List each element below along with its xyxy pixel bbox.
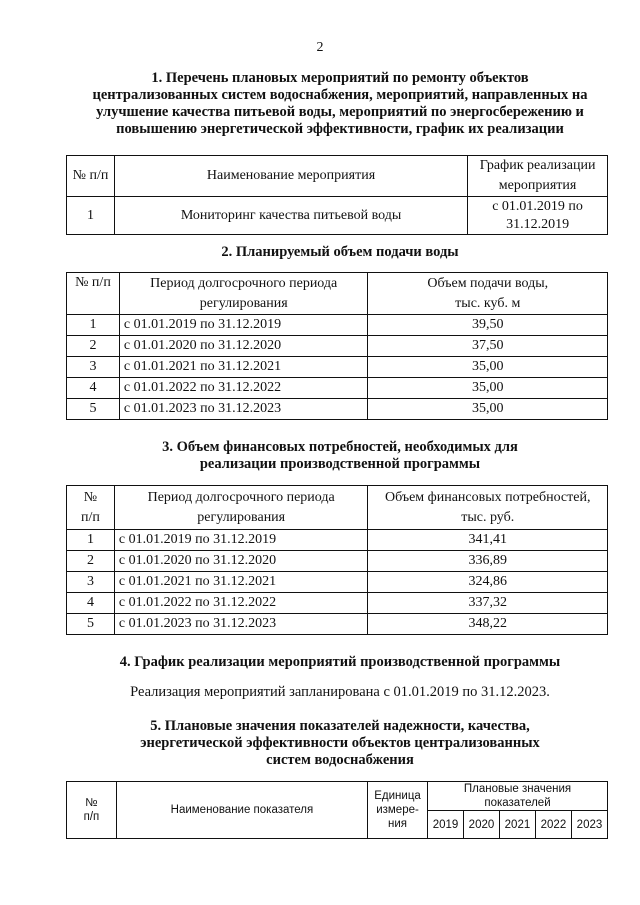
table-row xyxy=(67,530,608,551)
table-row xyxy=(67,378,608,399)
cell-period: с 01.01.2021 по 31.12.2021 xyxy=(114,572,368,593)
header-finance-line1: Объем финансовых потребностей, xyxy=(384,489,591,505)
table-row xyxy=(67,614,608,635)
cell-value: 348,22 xyxy=(368,614,608,635)
cell-period: с 01.01.2022 по 31.12.2022 xyxy=(119,378,368,399)
cell-value: 324,86 xyxy=(368,572,608,593)
section5-title-line: энергетической эффективности объектов централизованных xyxy=(140,735,540,751)
cell-value: 39,50 xyxy=(368,315,608,336)
header-period-line1: Период долгосрочного периода xyxy=(150,275,338,291)
header-volume xyxy=(368,273,608,315)
cell-period: с 01.01.2021 по 31.12.2021 xyxy=(119,357,368,378)
section3-title-line: реализации производственной программы xyxy=(199,456,481,472)
table-row xyxy=(67,593,608,614)
cell-value: 337,32 xyxy=(368,593,608,614)
cell-period: с 01.01.2023 по 31.12.2023 xyxy=(114,614,368,635)
section1-title-line: 1. Перечень плановых мероприятий по ремонту объектов xyxy=(151,70,529,86)
table-row xyxy=(67,572,608,593)
header-num-line1: № xyxy=(83,489,98,505)
cell-value: 341,41 xyxy=(368,530,608,551)
table-row xyxy=(67,315,608,336)
header-num-line2: п/п xyxy=(83,811,100,823)
cell-value: 35,00 xyxy=(368,357,608,378)
section4-text: Реализация мероприятий запланирована с 01.01.2019 по 31.12.2023. xyxy=(130,684,550,700)
header-year: 2020 xyxy=(463,811,499,839)
cell-num: 4 xyxy=(67,378,120,399)
header-finance-line2: тыс. руб. xyxy=(461,509,515,525)
water-volume-table xyxy=(66,272,608,420)
table-header-row xyxy=(67,782,608,811)
cell-num: 3 xyxy=(67,357,120,378)
cell-value: 336,89 xyxy=(368,551,608,572)
finance-table xyxy=(66,485,608,635)
indicators-table xyxy=(66,781,608,839)
section1-title xyxy=(70,70,610,138)
page-number: 2 xyxy=(316,40,324,55)
header-finance xyxy=(368,486,608,530)
cell-period: с 01.01.2019 по 31.12.2019 xyxy=(119,315,368,336)
table-header-row xyxy=(67,486,608,530)
table-row xyxy=(67,357,608,378)
cell-period xyxy=(468,197,608,235)
table-header-row xyxy=(67,156,608,197)
header-unit-line1: Единица xyxy=(374,790,421,802)
header-period-line1: Период долгосрочного периода xyxy=(147,489,335,505)
header-year: 2021 xyxy=(499,811,535,839)
cell-name: Мониторинг качества питьевой воды xyxy=(114,197,467,235)
cell-num: 1 xyxy=(67,197,115,235)
section4-title: 4. График реализации мероприятий производственной программы xyxy=(119,654,561,670)
section5-title xyxy=(70,718,610,769)
header-name: Наименование мероприятия xyxy=(114,156,467,197)
header-num: № п/п xyxy=(67,156,115,197)
table-row xyxy=(67,399,608,420)
cell-num: 5 xyxy=(67,614,115,635)
section2-title: 2. Планируемый объем подачи воды xyxy=(221,244,459,260)
cell-value: 37,50 xyxy=(368,336,608,357)
cell-period: с 01.01.2022 по 31.12.2022 xyxy=(114,593,368,614)
header-volume-line2: тыс. куб. м xyxy=(455,295,521,311)
cell-num: 3 xyxy=(67,572,115,593)
cell-period: с 01.01.2020 по 31.12.2020 xyxy=(119,336,368,357)
header-num-line2: п/п xyxy=(81,509,100,525)
section1-title-line: централизованных систем водоснабжения, мероприятий, направленных на xyxy=(92,87,588,103)
section1-title-line: улучшение качества питьевой воды, мероприятий по энергосбережению и xyxy=(96,104,584,120)
section1-title-line: повышению энергетической эффективности, график их реализации xyxy=(116,121,564,137)
header-name: Наименование показателя xyxy=(116,782,367,839)
header-num xyxy=(67,486,115,530)
header-period-line2: регулирования xyxy=(197,509,286,525)
header-num xyxy=(67,782,117,839)
table-header-row xyxy=(67,273,608,315)
header-period xyxy=(114,486,368,530)
cell-num: 1 xyxy=(67,315,120,336)
cell-period-line1: с 01.01.2019 по xyxy=(492,198,583,214)
header-period xyxy=(119,273,368,315)
cell-period: с 01.01.2020 по 31.12.2020 xyxy=(114,551,368,572)
section3-title-line: 3. Объем финансовых потребностей, необходимых для xyxy=(162,439,518,455)
header-schedule-line1: График реализации xyxy=(479,158,596,173)
header-num: № п/п xyxy=(67,273,120,315)
cell-num: 5 xyxy=(67,399,120,420)
cell-period: с 01.01.2023 по 31.12.2023 xyxy=(119,399,368,420)
table-row xyxy=(67,197,608,235)
header-year: 2022 xyxy=(535,811,571,839)
cell-num: 2 xyxy=(67,551,115,572)
section3-title xyxy=(70,439,610,473)
header-period-line2: регулирования xyxy=(199,295,288,311)
cell-num: 1 xyxy=(67,530,115,551)
cell-num: 4 xyxy=(67,593,115,614)
cell-value: 35,00 xyxy=(368,399,608,420)
header-num-line1: № xyxy=(85,797,98,809)
section5-title-line: систем водоснабжения xyxy=(266,752,414,768)
cell-num: 2 xyxy=(67,336,120,357)
header-unit-line2: измере- xyxy=(376,804,419,816)
header-schedule-line2: мероприятия xyxy=(498,178,577,193)
header-schedule xyxy=(468,156,608,197)
section5-title-line: 5. Плановые значения показателей надежности, качества, xyxy=(150,718,530,734)
cell-period: с 01.01.2019 по 31.12.2019 xyxy=(114,530,368,551)
cell-period-line2: 31.12.2019 xyxy=(506,216,570,232)
cell-value: 35,00 xyxy=(368,378,608,399)
table-row xyxy=(67,551,608,572)
header-year: 2023 xyxy=(571,811,607,839)
header-planned-values: Плановые значения показателей xyxy=(428,782,608,811)
header-unit-line3: ния xyxy=(388,818,408,830)
header-volume-line1: Объем подачи воды, xyxy=(427,275,549,291)
header-year: 2019 xyxy=(428,811,464,839)
activities-table xyxy=(66,155,608,235)
header-unit xyxy=(368,782,428,839)
table-row xyxy=(67,336,608,357)
